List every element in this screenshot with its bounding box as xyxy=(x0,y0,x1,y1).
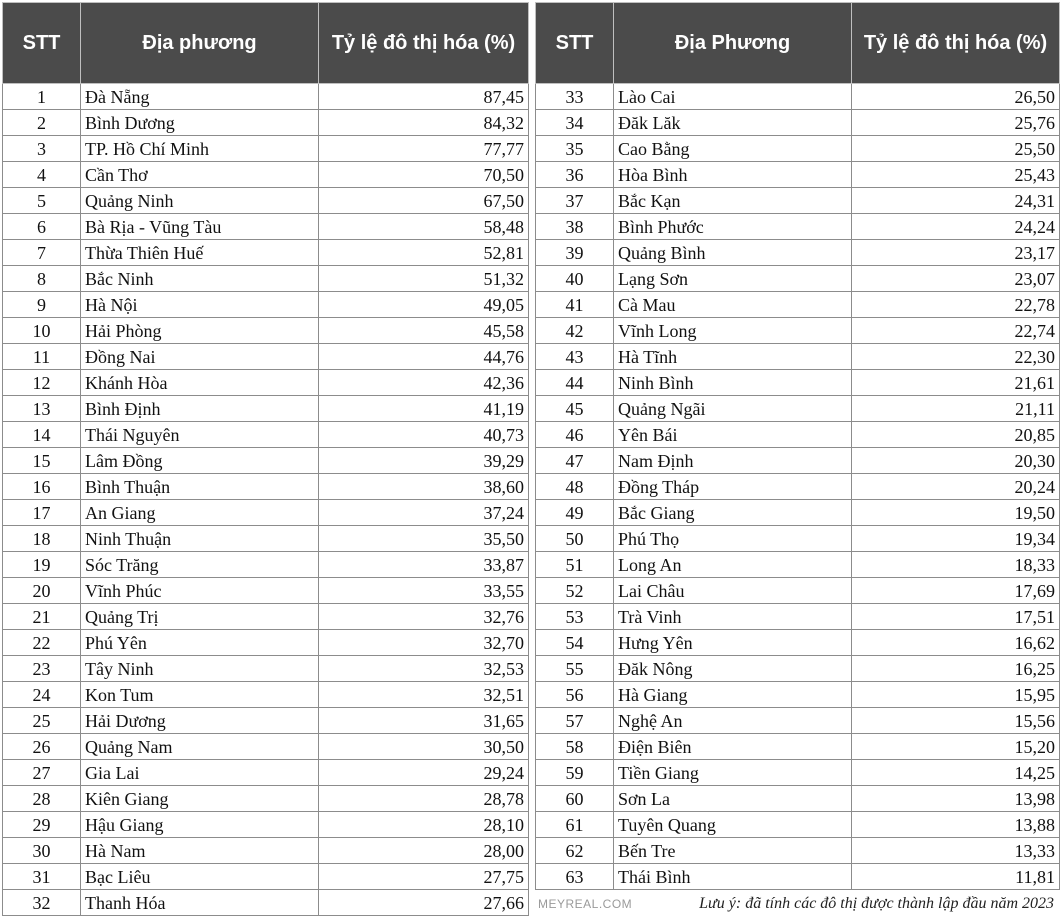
table-row xyxy=(536,292,1060,318)
cell-stt: 33 xyxy=(536,84,614,110)
cell-locality: Trà Vinh xyxy=(614,604,852,630)
cell-locality: Cần Thơ xyxy=(81,162,319,188)
cell-rate: 28,78 xyxy=(319,786,529,812)
table-row xyxy=(3,292,529,318)
cell-stt: 26 xyxy=(3,734,81,760)
cell-stt: 55 xyxy=(536,656,614,682)
cell-rate: 49,05 xyxy=(319,292,529,318)
cell-stt: 7 xyxy=(3,240,81,266)
cell-rate: 13,33 xyxy=(852,838,1060,864)
cell-rate: 21,61 xyxy=(852,370,1060,396)
cell-stt: 61 xyxy=(536,812,614,838)
table-row xyxy=(536,500,1060,526)
cell-rate: 19,50 xyxy=(852,500,1060,526)
cell-locality: Thái Bình xyxy=(614,864,852,890)
cell-rate: 25,50 xyxy=(852,136,1060,162)
cell-stt: 15 xyxy=(3,448,81,474)
table-row xyxy=(3,812,529,838)
table-row xyxy=(536,370,1060,396)
table-row xyxy=(536,812,1060,838)
cell-stt: 48 xyxy=(536,474,614,500)
cell-stt: 5 xyxy=(3,188,81,214)
table-row xyxy=(3,604,529,630)
table-row xyxy=(3,136,529,162)
cell-stt: 32 xyxy=(3,890,81,916)
cell-locality: Quảng Ninh xyxy=(81,188,319,214)
table-row xyxy=(3,864,529,890)
table-row xyxy=(536,240,1060,266)
table-row xyxy=(536,734,1060,760)
cell-rate: 41,19 xyxy=(319,396,529,422)
cell-rate: 45,58 xyxy=(319,318,529,344)
table-row xyxy=(536,162,1060,188)
table-row xyxy=(536,838,1060,864)
cell-rate: 70,50 xyxy=(319,162,529,188)
cell-locality: Hải Phòng xyxy=(81,318,319,344)
table-row xyxy=(3,214,529,240)
cell-stt: 23 xyxy=(3,656,81,682)
table-row xyxy=(3,396,529,422)
cell-rate: 52,81 xyxy=(319,240,529,266)
header-locality: Địa phương xyxy=(81,3,319,84)
cell-locality: Phú Thọ xyxy=(614,526,852,552)
cell-locality: Kiên Giang xyxy=(81,786,319,812)
cell-locality: Hà Tĩnh xyxy=(614,344,852,370)
cell-rate: 26,50 xyxy=(852,84,1060,110)
cell-stt: 10 xyxy=(3,318,81,344)
cell-rate: 25,76 xyxy=(852,110,1060,136)
cell-rate: 28,00 xyxy=(319,838,529,864)
cell-stt: 24 xyxy=(3,682,81,708)
cell-locality: Bắc Giang xyxy=(614,500,852,526)
cell-stt: 59 xyxy=(536,760,614,786)
cell-locality: Hậu Giang xyxy=(81,812,319,838)
cell-rate: 16,62 xyxy=(852,630,1060,656)
header-urbanization-rate: Tỷ lệ đô thị hóa (%) xyxy=(852,3,1060,84)
cell-rate: 14,25 xyxy=(852,760,1060,786)
table-row xyxy=(3,422,529,448)
cell-locality: Bắc Ninh xyxy=(81,266,319,292)
table-row xyxy=(536,864,1060,890)
cell-locality: Đăk Lăk xyxy=(614,110,852,136)
cell-stt: 42 xyxy=(536,318,614,344)
cell-rate: 16,25 xyxy=(852,656,1060,682)
table-row xyxy=(536,630,1060,656)
cell-locality: Thanh Hóa xyxy=(81,890,319,916)
table-row xyxy=(3,162,529,188)
cell-stt: 53 xyxy=(536,604,614,630)
cell-stt: 47 xyxy=(536,448,614,474)
cell-locality: Vĩnh Phúc xyxy=(81,578,319,604)
cell-locality: Tuyên Quang xyxy=(614,812,852,838)
cell-rate: 40,73 xyxy=(319,422,529,448)
cell-rate: 35,50 xyxy=(319,526,529,552)
cell-stt: 56 xyxy=(536,682,614,708)
table-row xyxy=(3,318,529,344)
header-stt: STT xyxy=(3,3,81,84)
cell-stt: 28 xyxy=(3,786,81,812)
cell-stt: 46 xyxy=(536,422,614,448)
cell-rate: 87,45 xyxy=(319,84,529,110)
footnote: Lưu ý: đã tính các đô thị được thành lập đầu năm 2023 xyxy=(699,895,1054,912)
cell-stt: 49 xyxy=(536,500,614,526)
cell-locality: Phú Yên xyxy=(81,630,319,656)
header-urbanization-rate: Tỷ lệ đô thị hóa (%) xyxy=(319,3,529,84)
cell-rate: 67,50 xyxy=(319,188,529,214)
table-row xyxy=(3,266,529,292)
cell-locality: Quảng Bình xyxy=(614,240,852,266)
table-row xyxy=(536,552,1060,578)
table-row xyxy=(536,84,1060,110)
cell-locality: Nghệ An xyxy=(614,708,852,734)
cell-locality: Đồng Nai xyxy=(81,344,319,370)
cell-rate: 77,77 xyxy=(319,136,529,162)
cell-locality: Ninh Bình xyxy=(614,370,852,396)
cell-locality: Ninh Thuận xyxy=(81,526,319,552)
cell-locality: Bà Rịa - Vũng Tàu xyxy=(81,214,319,240)
cell-rate: 20,24 xyxy=(852,474,1060,500)
cell-rate: 29,24 xyxy=(319,760,529,786)
cell-stt: 4 xyxy=(3,162,81,188)
cell-rate: 22,30 xyxy=(852,344,1060,370)
cell-locality: Bình Dương xyxy=(81,110,319,136)
cell-locality: Quảng Nam xyxy=(81,734,319,760)
cell-rate: 28,10 xyxy=(319,812,529,838)
cell-locality: Long An xyxy=(614,552,852,578)
cell-rate: 39,29 xyxy=(319,448,529,474)
cell-rate: 37,24 xyxy=(319,500,529,526)
cell-stt: 12 xyxy=(3,370,81,396)
cell-stt: 52 xyxy=(536,578,614,604)
cell-locality: Lâm Đồng xyxy=(81,448,319,474)
table-row xyxy=(536,474,1060,500)
header-locality: Địa Phương xyxy=(614,3,852,84)
urbanization-table-right xyxy=(535,2,1060,890)
table-row xyxy=(536,344,1060,370)
table-row xyxy=(536,760,1060,786)
table-row xyxy=(536,656,1060,682)
cell-rate: 18,33 xyxy=(852,552,1060,578)
cell-rate: 22,78 xyxy=(852,292,1060,318)
table-row xyxy=(3,838,529,864)
cell-locality: Lạng Sơn xyxy=(614,266,852,292)
cell-stt: 40 xyxy=(536,266,614,292)
cell-locality: Bình Phước xyxy=(614,214,852,240)
table-row xyxy=(3,240,529,266)
table-row xyxy=(3,344,529,370)
table-row xyxy=(3,84,529,110)
cell-stt: 62 xyxy=(536,838,614,864)
cell-stt: 35 xyxy=(536,136,614,162)
cell-stt: 31 xyxy=(3,864,81,890)
cell-rate: 84,32 xyxy=(319,110,529,136)
cell-locality: Hà Nội xyxy=(81,292,319,318)
table-row xyxy=(3,760,529,786)
cell-locality: Sóc Trăng xyxy=(81,552,319,578)
table-row xyxy=(3,370,529,396)
cell-stt: 14 xyxy=(3,422,81,448)
cell-stt: 25 xyxy=(3,708,81,734)
cell-stt: 1 xyxy=(3,84,81,110)
table-body xyxy=(3,84,529,916)
cell-stt: 18 xyxy=(3,526,81,552)
table-row xyxy=(536,396,1060,422)
table-row xyxy=(3,786,529,812)
cell-locality: Cà Mau xyxy=(614,292,852,318)
table-row xyxy=(536,214,1060,240)
cell-stt: 39 xyxy=(536,240,614,266)
cell-rate: 15,95 xyxy=(852,682,1060,708)
cell-locality: Quảng Ngãi xyxy=(614,396,852,422)
cell-rate: 42,36 xyxy=(319,370,529,396)
table-row xyxy=(3,552,529,578)
cell-stt: 16 xyxy=(3,474,81,500)
table-row xyxy=(536,526,1060,552)
cell-stt: 57 xyxy=(536,708,614,734)
cell-locality: Bạc Liêu xyxy=(81,864,319,890)
cell-rate: 58,48 xyxy=(319,214,529,240)
cell-locality: Bắc Kạn xyxy=(614,188,852,214)
cell-rate: 27,66 xyxy=(319,890,529,916)
cell-rate: 32,51 xyxy=(319,682,529,708)
brand-watermark: MEYREAL.COM xyxy=(538,897,633,911)
cell-locality: Đà Nẵng xyxy=(81,84,319,110)
cell-stt: 27 xyxy=(3,760,81,786)
cell-locality: Đồng Tháp xyxy=(614,474,852,500)
cell-stt: 29 xyxy=(3,812,81,838)
cell-locality: Vĩnh Long xyxy=(614,318,852,344)
cell-locality: Hòa Bình xyxy=(614,162,852,188)
table-row xyxy=(536,604,1060,630)
cell-locality: Bình Thuận xyxy=(81,474,319,500)
table-row xyxy=(536,318,1060,344)
cell-rate: 25,43 xyxy=(852,162,1060,188)
cell-stt: 43 xyxy=(536,344,614,370)
cell-rate: 19,34 xyxy=(852,526,1060,552)
cell-stt: 2 xyxy=(3,110,81,136)
table-header-row xyxy=(3,3,529,84)
table-body xyxy=(536,84,1060,890)
cell-locality: Nam Định xyxy=(614,448,852,474)
table-row xyxy=(3,630,529,656)
cell-rate: 32,70 xyxy=(319,630,529,656)
table-row xyxy=(3,474,529,500)
table-row xyxy=(536,708,1060,734)
table-row xyxy=(3,890,529,916)
cell-stt: 41 xyxy=(536,292,614,318)
table-row xyxy=(536,682,1060,708)
table-row xyxy=(536,448,1060,474)
cell-locality: An Giang xyxy=(81,500,319,526)
cell-rate: 24,24 xyxy=(852,214,1060,240)
cell-locality: Hải Dương xyxy=(81,708,319,734)
cell-rate: 13,98 xyxy=(852,786,1060,812)
cell-locality: Lào Cai xyxy=(614,84,852,110)
cell-stt: 8 xyxy=(3,266,81,292)
cell-locality: Gia Lai xyxy=(81,760,319,786)
cell-rate: 21,11 xyxy=(852,396,1060,422)
table-row xyxy=(3,110,529,136)
cell-locality: Thừa Thiên Huế xyxy=(81,240,319,266)
cell-locality: TP. Hồ Chí Minh xyxy=(81,136,319,162)
cell-rate: 51,32 xyxy=(319,266,529,292)
cell-rate: 15,20 xyxy=(852,734,1060,760)
cell-stt: 19 xyxy=(3,552,81,578)
cell-rate: 30,50 xyxy=(319,734,529,760)
cell-locality: Điện Biên xyxy=(614,734,852,760)
table-row xyxy=(3,682,529,708)
table-row xyxy=(536,786,1060,812)
cell-rate: 33,55 xyxy=(319,578,529,604)
urbanization-table-left xyxy=(2,2,529,916)
cell-stt: 3 xyxy=(3,136,81,162)
cell-locality: Khánh Hòa xyxy=(81,370,319,396)
cell-locality: Đăk Nông xyxy=(614,656,852,682)
table-row xyxy=(536,110,1060,136)
table-row xyxy=(536,578,1060,604)
table-row xyxy=(3,526,529,552)
cell-rate: 11,81 xyxy=(852,864,1060,890)
cell-stt: 36 xyxy=(536,162,614,188)
table-row xyxy=(536,136,1060,162)
cell-locality: Cao Bằng xyxy=(614,136,852,162)
cell-stt: 22 xyxy=(3,630,81,656)
table-row xyxy=(3,578,529,604)
table-row xyxy=(536,422,1060,448)
cell-rate: 27,75 xyxy=(319,864,529,890)
cell-locality: Thái Nguyên xyxy=(81,422,319,448)
cell-stt: 58 xyxy=(536,734,614,760)
cell-rate: 24,31 xyxy=(852,188,1060,214)
table-row xyxy=(3,188,529,214)
table-row xyxy=(3,656,529,682)
cell-stt: 9 xyxy=(3,292,81,318)
cell-locality: Tây Ninh xyxy=(81,656,319,682)
table-header-row xyxy=(536,3,1060,84)
table-row xyxy=(3,448,529,474)
cell-rate: 44,76 xyxy=(319,344,529,370)
cell-rate: 20,30 xyxy=(852,448,1060,474)
cell-rate: 13,88 xyxy=(852,812,1060,838)
cell-rate: 17,51 xyxy=(852,604,1060,630)
cell-rate: 38,60 xyxy=(319,474,529,500)
cell-stt: 13 xyxy=(3,396,81,422)
cell-stt: 11 xyxy=(3,344,81,370)
cell-stt: 20 xyxy=(3,578,81,604)
cell-rate: 23,07 xyxy=(852,266,1060,292)
cell-rate: 17,69 xyxy=(852,578,1060,604)
cell-locality: Sơn La xyxy=(614,786,852,812)
cell-locality: Quảng Trị xyxy=(81,604,319,630)
cell-rate: 32,53 xyxy=(319,656,529,682)
cell-stt: 44 xyxy=(536,370,614,396)
table-row xyxy=(3,708,529,734)
cell-stt: 30 xyxy=(3,838,81,864)
cell-locality: Hà Giang xyxy=(614,682,852,708)
cell-stt: 21 xyxy=(3,604,81,630)
cell-locality: Hưng Yên xyxy=(614,630,852,656)
cell-locality: Yên Bái xyxy=(614,422,852,448)
cell-stt: 51 xyxy=(536,552,614,578)
table-row xyxy=(3,500,529,526)
cell-stt: 60 xyxy=(536,786,614,812)
cell-rate: 33,87 xyxy=(319,552,529,578)
cell-stt: 54 xyxy=(536,630,614,656)
cell-stt: 6 xyxy=(3,214,81,240)
table-row xyxy=(536,188,1060,214)
cell-stt: 38 xyxy=(536,214,614,240)
footer-note-row xyxy=(536,892,1058,916)
header-stt: STT xyxy=(536,3,614,84)
cell-rate: 15,56 xyxy=(852,708,1060,734)
cell-locality: Bến Tre xyxy=(614,838,852,864)
cell-locality: Kon Tum xyxy=(81,682,319,708)
cell-stt: 34 xyxy=(536,110,614,136)
cell-stt: 45 xyxy=(536,396,614,422)
cell-rate: 32,76 xyxy=(319,604,529,630)
cell-stt: 37 xyxy=(536,188,614,214)
cell-rate: 23,17 xyxy=(852,240,1060,266)
table-row xyxy=(536,266,1060,292)
cell-locality: Bình Định xyxy=(81,396,319,422)
table-row xyxy=(3,734,529,760)
cell-locality: Hà Nam xyxy=(81,838,319,864)
cell-rate: 31,65 xyxy=(319,708,529,734)
cell-stt: 63 xyxy=(536,864,614,890)
cell-rate: 22,74 xyxy=(852,318,1060,344)
cell-locality: Lai Châu xyxy=(614,578,852,604)
cell-stt: 17 xyxy=(3,500,81,526)
cell-rate: 20,85 xyxy=(852,422,1060,448)
cell-locality: Tiền Giang xyxy=(614,760,852,786)
cell-stt: 50 xyxy=(536,526,614,552)
